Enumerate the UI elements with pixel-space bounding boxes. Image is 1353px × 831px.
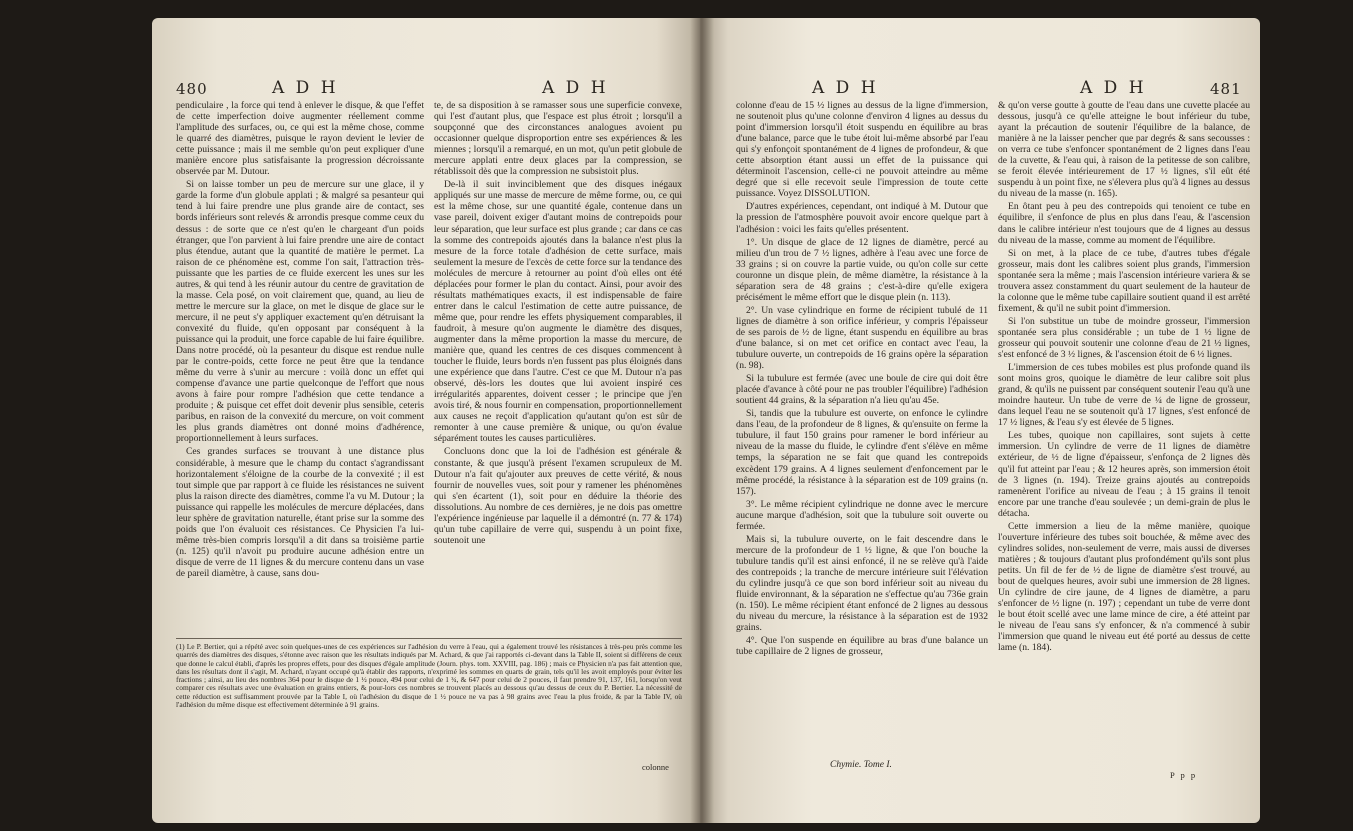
paragraph: Les tubes, quoique non capillaires, sont sujets à cette immersion. Un cylindre de verre de 11 lignes de diamètre extérieur, de ½ de ligne d'épaisseur, s'enfonça de 2 lignes dès qu'il fut atteint par l'eau ; & 12 heures après, son immersion étoit de 3 lignes (n. 194). Treize grains ajoutés au contrepoids ramenèrent l'orifice au niveau de l'eau ; à 15 grains il tenoit encore par une tranche d'eau soulevée ; un demi-grain de plus le détacha. [998,430,1250,519]
right-page [700,18,1260,823]
paragraph: En ôtant peu à peu des contrepoids qui tenoient ce tube en équilibre, il s'enfonce de plus en plus dans l'eau, & l'ascension dans le calibre intérieur n'est toujours que de 4 lignes au dessus du niveau de la masse, comme au moment de l'équilibre. [998,201,1250,246]
paragraph: Ces grandes surfaces se trouvant à une distance plus considérable, à mesure que le champ du contact s'agrandissant horizontalement s'éloigne de la courbe de la convexité ; il est tout simple que par rapport à ce fluide les résistances ne suivent plus la raison directe des diamètres, comme l'a vu M. Dutour ; la puissance qui rappelle les molécules de mercure déplacées, dans leur sphère de gravitation naturelle, étant prise sur la somme des poids que l'on évaluoit ces résistances. Ce Physicien l'a lui-même très-bien compris lorsqu'il a dit dans sa troisième partie (n. 125) qu'il n'avoit pu produire aucune adhésion entre un disque de verre de 11 lignes & du mercure contenu dans un vase de pareil diamètre, à cause, sans dou- [176,446,424,579]
signature-line: Chymie. Tome I. [830,760,892,770]
paragraph: Si l'on substitue un tube de moindre grosseur, l'immersion spontanée sera plus considérable ; un tube de 1 ½ ligne de grosseur qui pouvoit soutenir une colonne d'eau de 21 ½ lignes, s'est enfoncé de 3 ½ lignes, & l'ascension étoit de 6 ½ lignes. [998,315,1250,361]
paragraph: te, de sa disposition à se ramasser sous une superficie convexe, qui l'est d'autant plus, que l'espace est plus étroit ; lorsqu'il a soupçonné que des circonstances analogues avoient pu occasionner quelque disproportion entre ses expériences & les miennes ; lorsqu'il a remarqué, en un mot, qu'un petit globule de mercure applati entre deux glaces par la compression, se rétablissoit dès que la compression ne subsistoit plus. [434,100,682,178]
paragraph: 3°. Le même récipient cylindrique ne donne avec le mercure aucune marque d'adhésion, soit que la tubulure soit ouverte ou fermée. [736,498,988,532]
paragraph: 4°. Que l'on suspende en équilibre au bras d'une balance un tube capillaire de 2 lignes de grosseur, [736,635,988,658]
page-number-left: 480 [176,80,208,98]
running-head-right-col1: A D H [812,78,879,98]
running-head-right-col2: A D H [1080,78,1147,98]
paragraph: colonne d'eau de 15 ½ lignes au dessus de la ligne d'immersion, ne soutenoit plus qu'une colonne d'environ 4 lignes au dessus du point d'immersion lorsqu'il étoit suspendu en équilibre au bras d'une balance, parce que le tube étoit lui-même absorbé par l'eau qui s'y enfonçoit spontanément de 4 lignes de profondeur, & que cette absorption étant aussi un effet de la puissance qui déterminoit l'ascension, celle-ci ne pouvoit atteindre au même degré que si elle recevoit seule l'impression de toute cette puissance. Voyez DISSOLUTION. [736,100,988,200]
paragraph: L'immersion de ces tubes mobiles est plus profonde quand ils sont moins gros, quoique le diamètre de leur calibre soit plus grand, & qu'ils ne puissent par conséquent soutenir l'eau qu'à une moindre hauteur. Un tube de verre de ¼ de ligne de grosseur, dans lequel l'eau ne se soutenoit qu'à 17 lignes, s'est enfoncé de 17 ½ lignes, & l'eau s'y est élevée de 5 lignes. [998,362,1250,429]
paragraph: Si on laisse tomber un peu de mercure sur une glace, il y garde la forme d'un globule applati ; & malgré sa pesanteur qui tend à lui faire prendre une plus grande aire de contact, ses bords inférieurs sont relevés & arrondis presque comme ceux du dessus : de sorte que ce n'est qu'en le chargeant d'un poids étranger, que l'on parvient à lui faire prendre une aire de contact plus étendue, autant que la quantité de matière le permet. La raison de ce phénomène est, comme l'on sait, l'attraction très-puissante que les parties de ce fluide exercent les unes sur les autres, & qui tend à les réunir autour du centre de gravitation de la masse. Cela posé, on voit clairement que, quand, au lieu de mettre le mercure sur la glace, on met le disque de glace sur le mercure, il ne peut s'y appliquer exactement qu'en détruisant la convexité du fluide, qu'en opposant par conséquent à la puissance qui la produit, une force capable de lui faire équilibre. Dans notre procédé, où la pesanteur du disque est rendue nulle par le contre-poids, cette force ne peut être que la tendance même du verre à s'unir au mercure : voilà donc un effet qui compense d'avance une partie quelconque de l'effort que nous avons à faire pour rompre l'adhésion que cette tendance a produite ; & puisque cet effet doit devenir plus sensible, ceteris paribus, en raison de la convexité du mercure, on voit comment les plus grands diamètres ont donné moins d'adhérence, proportionnellement à leurs surfaces. [176,179,424,445]
paragraph: Si la tubulure est fermée (avec une boule de cire qui doit être placée d'avance à côté pour ne pas troubler l'équilibre) l'adhésion soutient 44 grains, & la séparation n'a lieu qu'au 45e. [736,373,988,407]
paragraph: 1°. Un disque de glace de 12 lignes de diamètre, percé au milieu d'un trou de 7 ½ lignes, adhère à l'eau avec une force de 33 grains ; si on couvre la partie vuide, ou qu'on colle sur cette couronne un disque plein, de même diamètre, la résistance à la séparation sera de 48 grains ; c'est-à-dire qu'elle exigera précisément le même effort que le disque plein (n. 113). [736,236,988,303]
catchword: colonne [642,762,669,772]
footnote: (1) Le P. Bertier, qui a répété avec soin quelques-unes de ces expériences sur l'adhésion du verre à l'eau, qui a également trouvé les résistances à très-peu près comme les quarrés des diamètres des disques, s'étonne avec raison que les résultats indiqués par M. Achard, & que j'ai rapportés ci-devant dans la Table II, soient si différens de ceux que donne le calcul établi, d'après les propres effets, pour des disques d'égale amplitude (Journ. phys. tom. XXVIII, pag. 186) ; mais ce Physicien n'a pas fait attention que, dans les résultats dont il s'agit, M. Achard, n'ayant occupé qu'à établir des rapports, n'exprimé les sommes en quarts de grain, tels qu'il les avoit employés pour éviter les fractions ; ainsi, au lieu des nombres 364 pour le disque de 1 ½ pouce, 494 pour celui de 1 ¾, & 647 pour celui de 2 pouces, il faut prendre 91, 137, 161, lorsqu'on veut comparer ces résultats avec une évaluation en grains entiers, & pour-lors ces nombres se trouvent placés au dessous qu'au dessus de ceux du P. Bertier. La nécessité de cette réduction est suffisamment prouvée par la Table I, où l'adhésion du disque de 1 ½ pouce ne va pas à 98 grains avec l'eau la plus froide, & par la Table IV, où l'adhésion du même disque est effectivement déterminée à 91 grains. [176,638,682,761]
book-gutter [690,18,714,823]
page-number-right: 481 [1210,80,1242,98]
paragraph: Cette immersion a lieu de la même manière, quoique l'ouverture inférieure des tubes soit bouchée, & même avec des cylindres solides, non-seulement de verre, mais aussi de diverses matières ; & toujours d'autant plus profondément qu'ils sont plus petits. Un fil de fer de ½ de ligne de diamètre s'est trouvé, au bout de quelques heures, avoir subi une immersion de 28 lignes. Un cylindre de cire jaune, de 4 lignes de diamètre, a paru s'enfoncer de ½ ligne (n. 197) ; cependant un tube de verre dont le bout étoit scellé avec une lame mince de cire, a été atteint par le niveau de l'eau sans s'y enfoncer, & n'a commencé à subir l'immersion que quand le niveau eut été porté au dessus de cette lame (n. 184). [998,520,1250,654]
paragraph: Si on met, à la place de ce tube, d'autres tubes d'égale grosseur, mais dont les calibres soient plus grands, l'immersion spontanée sera la même ; mais l'ascension intérieure variera & se trouvera assez constamment du quart seulement de la hauteur de la colonne que le même tube capillaire soutient quand il est arrêté fixement, & qu'il ne subit point d'immersion. [998,247,1250,314]
right-page-column-2 [998,100,1250,768]
left-page [152,18,700,823]
paragraph: Si, tandis que la tubulure est ouverte, on enfonce le cylindre dans l'eau, de la profondeur de 8 lignes, & qu'ensuite on ferme la tubulure, il faut 150 grains pour ramener le bord inférieur au niveau de la masse du fluide, le cylindre d'ent s'élève en même temps, la séparation ne se fait que quand les contrepoids excèdent 179 grains. A 4 lignes seulement d'enfoncement par le même procédé, la résistance à la séparation est de 109 grains (n. 157). [736,408,988,497]
signature-mark: P p p [1170,770,1198,780]
right-page-column-1 [736,100,988,752]
left-page-column-2 [434,100,682,632]
paragraph: Concluons donc que la loi de l'adhésion est générale & constante, & que jusqu'à présent l'examen scrupuleux de M. Dutour n'a fait qu'ajouter aux preuves de cette vérité, & nous fournir de nouvelles vues, soit pour y ramener les phénomènes qui s'en écartent (1), soit pour en déduire la théorie des dissolutions. Au nombre de ces dernières, je ne dois pas omettre l'expérience ingénieuse par laquelle il a démontré (n. 77 & 174) qu'un tube capillaire de verre qui, suspendu à un point fixe, soutenoit une [434,446,682,546]
left-page-column-1 [176,100,424,632]
paragraph: pendiculaire , la force qui tend à enlever le disque, & que l'effet de cette imperfection doive augmenter réellement comme l'amplitude des surfaces, ou, ce qui est la même chose, comme le quarré des diamètres, puisque le rayon devient le levier de cette puissance ; mais il me semble qu'on peut expliquer d'une manière encore plus satisfaisante la progression décroissante observée par M. Dutour. [176,100,424,178]
paragraph: Mais si, la tubulure ouverte, on le fait descendre dans le mercure de la profondeur de 1 ½ ligne, & que l'on bouche la tubulure tandis qu'il est ainsi enfoncé, il ne se relève qu'à l'aide des contrepoids ; la tranche de mercure intérieure suit l'élévation du cylindre jusqu'à ce que son bord inférieur soit au niveau du fluide environnant, & la séparation ne s'effectue qu'au 736e grain (n. 150). Le même récipient étant enfoncé de 2 lignes au dessous du niveau du mercure, la résistance à la séparation est de 1932 grains. [736,533,988,634]
running-head-left-col2: A D H [542,78,609,98]
paragraph: De-là il suit invinciblement que des disques inégaux appliqués sur une masse de mercure de même forme, ou, ce qui est la même chose, sur une quantité égale, contenue dans un vase pareil, doivent exiger d'autant moins de contrepoids pour leur séparation, que leur surface est plus grande ; car dans ce cas la somme des contrepoids ajoutés dans la balance n'est plus la mesure de la force totale d'adhésion de cette surface, mais seulement la mesure de l'excès de cette force sur la tendance des molécules de mercure à retourner au point d'où elles ont été déplacées pour former le plan du contact. Ainsi, pour avoir des résultats mathématiques exacts, il est indispensable de faire entrer dans le calcul l'estimation de cette autre puissance, de même que, pour rendre les effets physiquement comparables, il faudroit, à mesure qu'on augmente le diamètre des disques, augmenter dans la même proportion la masse du mercure, de manière que, quand les centres de ces disques commencent à toucher le fluide, leurs bords n'en fussent pas plus éloignés dans une expérience que dans l'autre. C'est ce que M. Dutour n'a pas observé, dès-lors les doutes que lui avoient inspiré ces irrégularités apparentes, doivent cesser ; le principe que j'en avois tiré, & nous fournir en compensation, proportionnellement aux causes ne reçoit d'application qu'autant qu'on est sûr de remonter à une cause première & unique, ou qu'on évalue séparément toutes les causes particulières. [434,179,682,445]
running-head-left-col1: A D H [272,78,339,98]
paragraph: & qu'on verse goutte à goutte de l'eau dans une cuvette placée au dessous, jusqu'à ce qu'elle atteigne le bout inférieur du tube, ayant la précaution de soutenir l'équilibre de la balance, de manière à ne la laisser pencher que par degrés & sans secousses : on verra ce tube s'enfoncer spontanément de 2 lignes dans l'eau de la cuvette, & l'eau qui, à raison de la petitesse de son calibre, se feroit élevée intérieurement de 17 ½ lignes, s'il eût été suspendu à un point fixe, ne s'élevera plus qu'à 4 lignes au dessus du niveau de la masse (n. 165). [998,100,1250,200]
paragraph: 2°. Un vase cylindrique en forme de récipient tubulé de 11 lignes de diamètre à son orifice inférieur, y compris l'épaisseur de ses parois de ½ de ligne, étant suspendu en équilibre au bras d'une balance, si on met cet orifice en contact avec l'eau, la tubulure ouverte, un contrepoids de 16 grains opère la séparation (n. 98). [736,304,988,372]
paragraph: D'autres expériences, cependant, ont indiqué à M. Dutour que la pression de l'atmosphère pouvoit avoir encore quelque part à l'adhésion : voici les faits qu'elles présentent. [736,201,988,235]
